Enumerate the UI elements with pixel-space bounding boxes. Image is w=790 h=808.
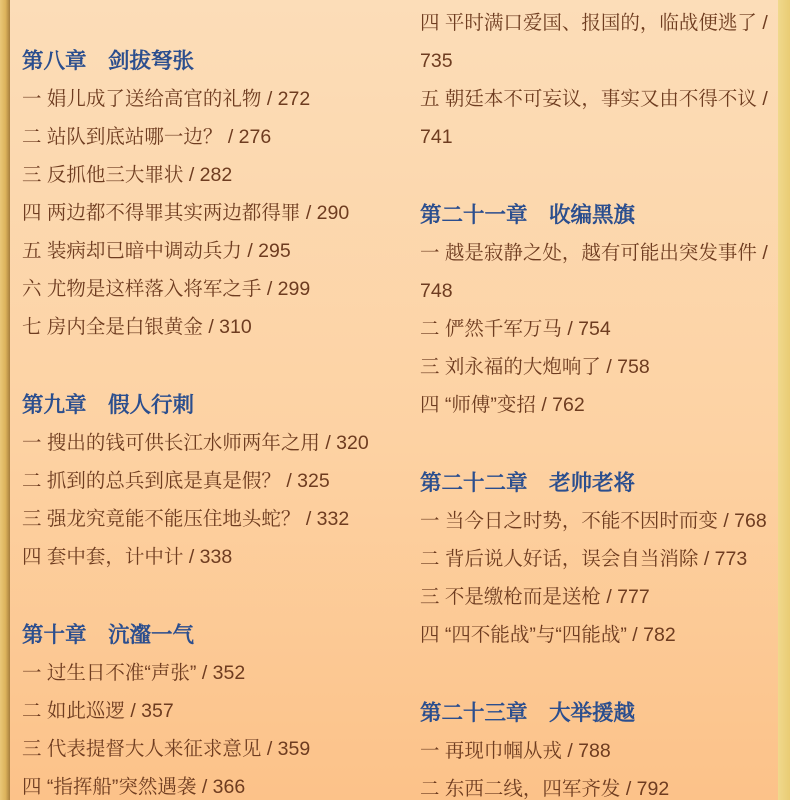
chapter-title: 第九章 假人行刺: [22, 393, 195, 417]
toc-entry: 一 娟儿成了送给高官的礼物 / 272: [22, 88, 311, 110]
toc-entry: 五 朝廷本不可妄议，事实又由不得不议 / 741: [420, 88, 768, 148]
chapter-title: 第二十三章 大举援越: [420, 701, 636, 725]
toc-entry: 二 如此巡逻 / 357: [22, 700, 174, 722]
toc-entry: 三 反抓他三大罪状 / 282: [22, 164, 233, 186]
toc-column-right: [420, 0, 778, 800]
toc-entry: 一 搜出的钱可供长江水师两年之用 / 320: [22, 432, 369, 454]
left-border-strip: [0, 0, 10, 800]
toc-entry: 一 当今日之时势，不能不因时而变 / 768: [420, 510, 767, 532]
toc-entry: 二 东西二线，四军齐发 / 792: [420, 778, 670, 800]
toc-entry: 七 房内全是白银黄金 / 310: [22, 316, 252, 338]
toc-entry: 四 两边都不得罪其实两边都得罪 / 290: [22, 202, 350, 224]
toc-entry: 五 装病却已暗中调动兵力 / 295: [22, 240, 291, 262]
chapter-title: 第十章 沆瀣一气: [22, 623, 195, 647]
toc-entry: 二 背后说人好话，误会自当消除 / 773: [420, 548, 748, 570]
toc-entry: 二 俨然千军万马 / 754: [420, 318, 611, 340]
toc-entry: 四 “四不能战”与“四能战” / 782: [420, 624, 676, 646]
toc-entry: 一 再现巾帼从戎 / 788: [420, 740, 611, 762]
toc-entry: 三 代表提督大人来征求意见 / 359: [22, 738, 311, 760]
toc-entry: 四 “师傅”变招 / 762: [420, 394, 585, 416]
chapter-title: 第八章 剑拔弩张: [22, 49, 195, 73]
toc-entry: 四 平时满口爱国、报国的，临战便逃了 / 735: [420, 12, 768, 72]
chapter-title: 第二十一章 收编黑旗: [420, 203, 636, 227]
toc-entry: 一 越是寂静之处，越有可能出突发事件 / 748: [420, 242, 768, 302]
toc-entry: 四 “指挥船”突然遇袭 / 366: [22, 776, 246, 798]
toc-entry: 二 抓到的总兵到底是真是假？ / 325: [22, 470, 330, 492]
toc-entry: 四 套中套，计中计 / 338: [22, 546, 233, 568]
chapter-title: 第二十二章 老帅老将: [420, 471, 636, 495]
toc-column-left: [22, 0, 392, 800]
toc-entry: 六 尤物是这样落入将军之手 / 299: [22, 278, 311, 300]
toc-entry: 三 强龙究竟能不能压住地头蛇？ / 332: [22, 508, 350, 530]
right-border-strip: [778, 0, 790, 800]
toc-entry: 三 刘永福的大炮响了 / 758: [420, 356, 650, 378]
toc-entry: 三 不是缴枪而是送枪 / 777: [420, 586, 650, 608]
toc-entry: 二 站队到底站哪一边？ / 276: [22, 126, 272, 148]
toc-entry: 一 过生日不准“声张” / 352: [22, 662, 246, 684]
toc-content: [10, 0, 778, 800]
